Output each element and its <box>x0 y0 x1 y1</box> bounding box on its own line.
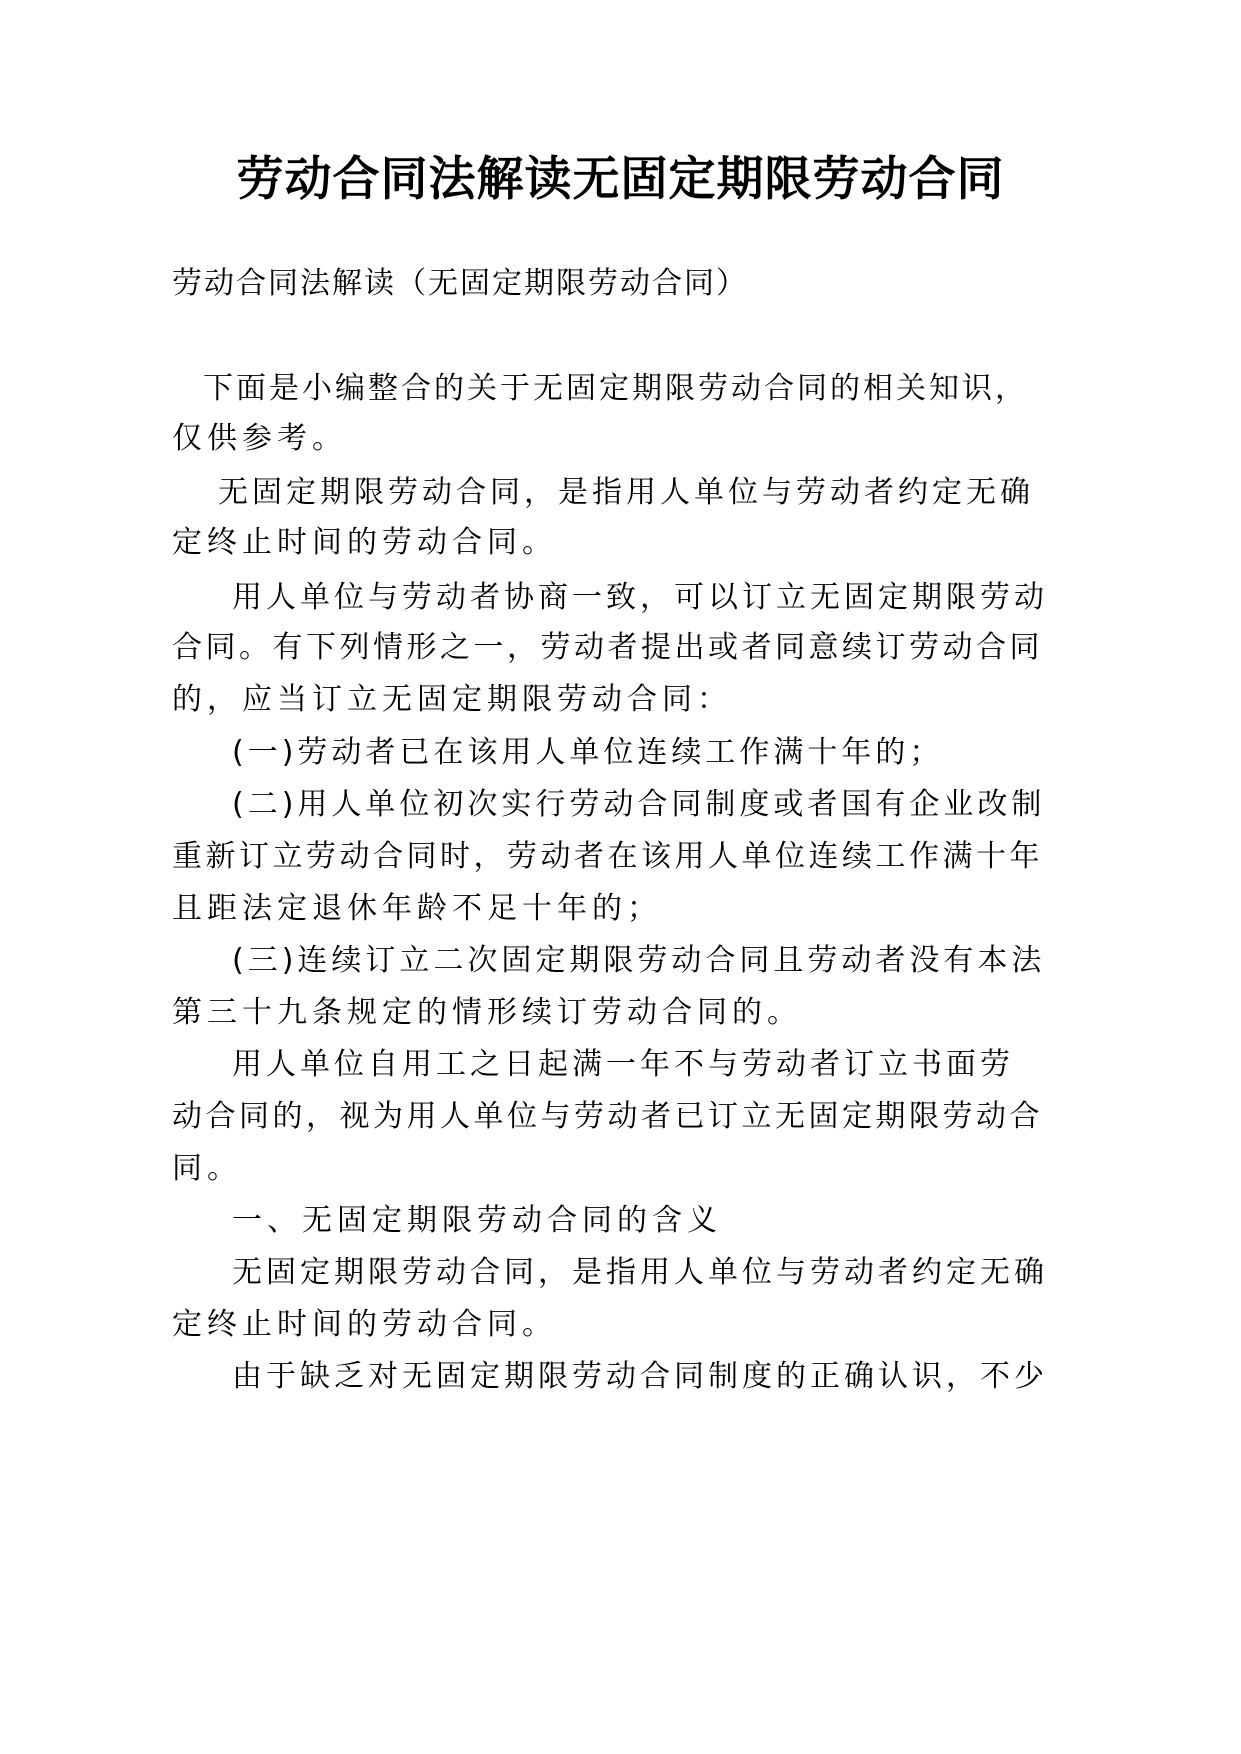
paragraph-line: 定终止时间的劳动合同。 <box>172 525 557 560</box>
paragraph-line: 由于缺乏对无固定期限劳动合同制度的正确认识，不少 <box>232 1359 1048 1394</box>
paragraph-line: 用人单位自用工之日起满一年不与劳动者订立书面劳 <box>232 1047 1014 1082</box>
paragraph-line: 无固定期限劳动合同，是指用人单位与劳动者约定无确 <box>232 1255 1048 1290</box>
list-item-continuation: 且距法定退休年龄不足十年的； <box>172 891 662 926</box>
paragraph-line: 的，应当订立无固定期限劳动合同： <box>172 682 732 717</box>
document-title: 劳动合同法解读无固定期限劳动合同 <box>236 152 1005 207</box>
list-item-continuation: 第三十九条规定的情形续订劳动合同的。 <box>172 995 802 1030</box>
document-subtitle: 劳动合同法解读（无固定期限劳动合同） <box>172 266 748 301</box>
paragraph-line: 定终止时间的劳动合同。 <box>172 1307 557 1342</box>
paragraph-line: 同。 <box>172 1151 242 1186</box>
paragraph-line: 用人单位与劳动者协商一致，可以订立无固定期限劳动 <box>232 580 1048 615</box>
section-heading: 一、无固定期限劳动合同的含义 <box>232 1203 722 1238</box>
paragraph-line: 仅供参考。 <box>172 421 347 456</box>
list-item: (三)连续订立二次固定期限劳动合同且劳动者没有本法 <box>232 943 1046 978</box>
list-item: (一)劳动者已在该用人单位连续工作满十年的； <box>232 735 944 770</box>
paragraph-line: 无固定期限劳动合同，是指用人单位与劳动者约定无确 <box>218 475 1034 510</box>
list-item: (二)用人单位初次实行劳动合同制度或者国有企业改制 <box>232 787 1046 822</box>
paragraph-line: 合同。有下列情形之一，劳动者提出或者同意续订劳动合同 <box>172 630 1043 665</box>
paragraph-line: 动合同的，视为用人单位与劳动者已订立无固定期限劳动合 <box>172 1099 1043 1134</box>
paragraph-line: 下面是小编整合的关于无固定期限劳动合同的相关知识， <box>203 371 1028 406</box>
list-item-continuation: 重新订立劳动合同时，劳动者在该用人单位连续工作满十年 <box>172 839 1043 874</box>
